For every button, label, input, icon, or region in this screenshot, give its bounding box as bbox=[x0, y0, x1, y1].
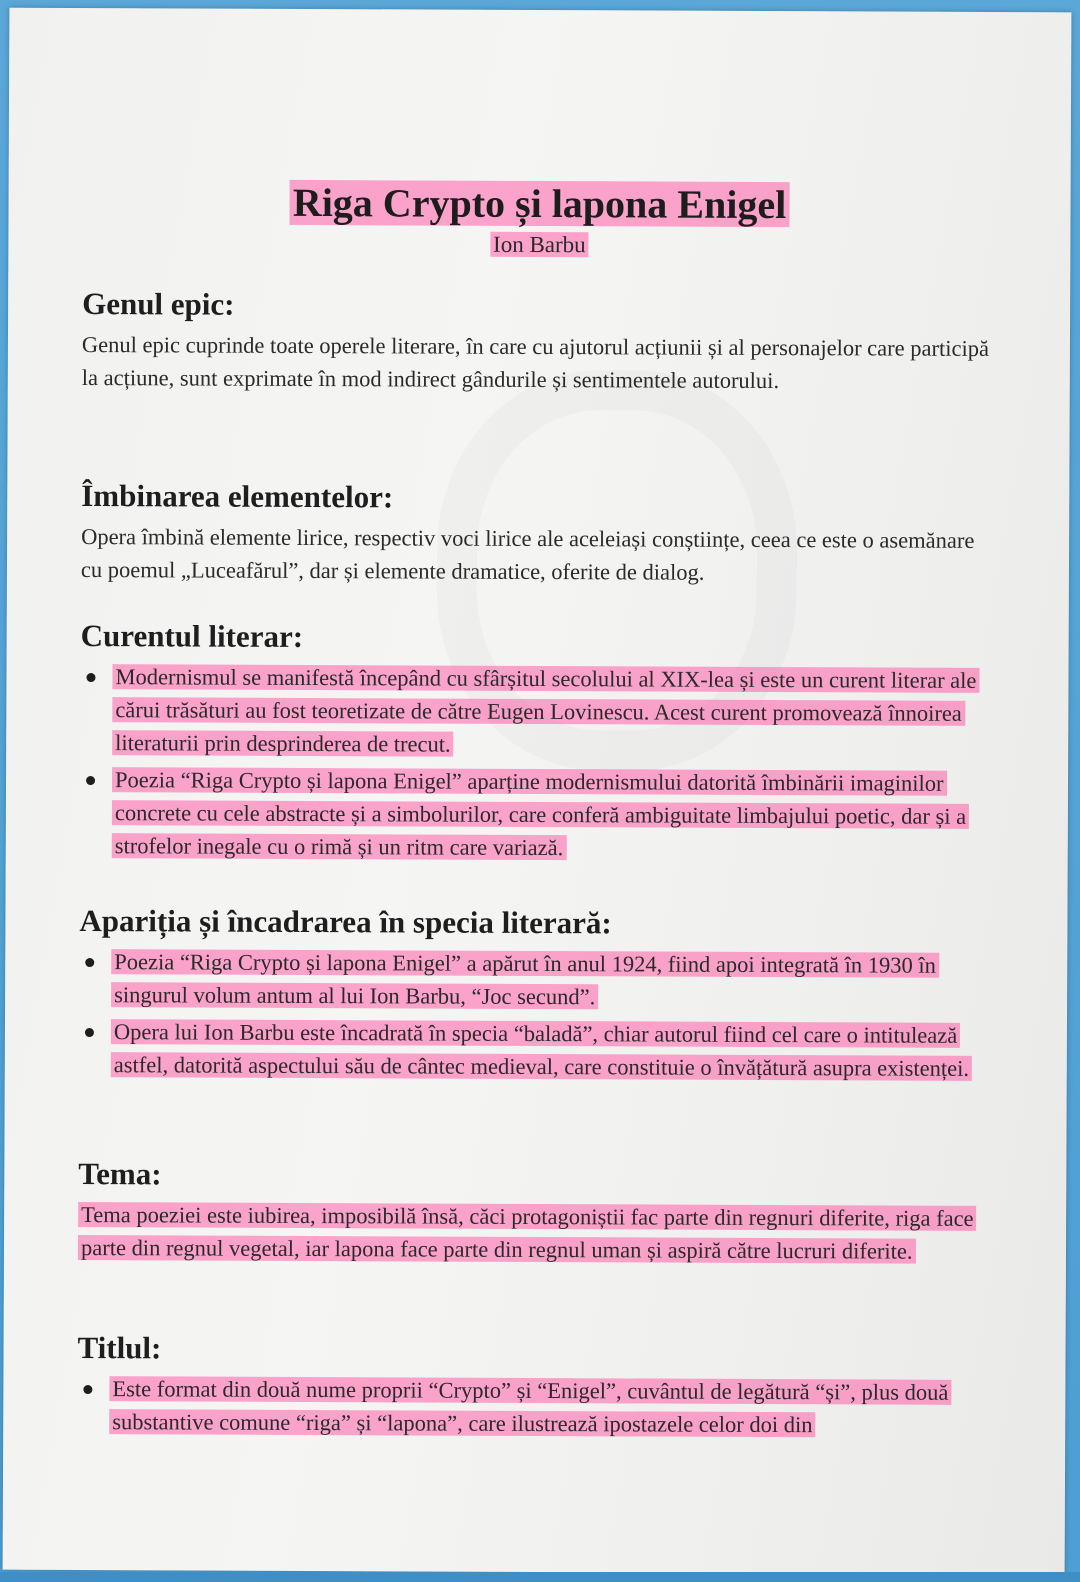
section-aparitia bbox=[79, 903, 1000, 1089]
list-item-text: Modernismul se manifestă începând cu sfârșitul secolului al XIX-lea și este un curent literar ale cărui trăsături au fost teoretizate de către Eugen Lovinescu. Acest curent promovează înnoirea literaturii prin desprinderea de trecut. bbox=[112, 664, 979, 756]
bullet-icon bbox=[85, 1028, 94, 1037]
bullet-list bbox=[80, 660, 1001, 866]
list-item bbox=[80, 763, 1000, 866]
list-item bbox=[79, 1015, 999, 1085]
list-item-text: Poezia “Riga Crypto și lapona Enigel” aparține modernismului datorită îmbinării imaginilor concrete cu cele abstracte și a simbolurilor, care conferă ambiguitate limbajului poetic, dar și a strofelor inegale cu o rimă și un ritm care variază. bbox=[112, 767, 969, 860]
section-tema bbox=[78, 1156, 998, 1268]
list-item bbox=[79, 945, 999, 1015]
bullet-icon bbox=[83, 1385, 92, 1394]
section-heading: Îmbinarea elementelor: bbox=[81, 478, 394, 515]
bullet-icon bbox=[86, 673, 95, 682]
section-heading: Tema: bbox=[78, 1156, 162, 1192]
section-genul-epic bbox=[82, 286, 1002, 398]
bullet-list bbox=[77, 1372, 997, 1442]
bullet-list bbox=[79, 945, 1000, 1085]
list-item bbox=[80, 660, 1000, 763]
section-titlul bbox=[77, 1330, 997, 1446]
section-paragraph bbox=[78, 1198, 998, 1268]
section-paragraph: Genul epic cuprinde toate operele literare, în care cu ajutorul acțiunii și al personajelor care participă la acțiune, sunt exprimate în mod indirect gândurile și sentimentele autorului. bbox=[81, 332, 990, 394]
section-heading: Genul epic: bbox=[82, 286, 235, 322]
section-heading: Titlul: bbox=[77, 1330, 162, 1366]
section-paragraph-text: Tema poeziei este iubirea, imposibilă însă, căci protagoniștii fac parte din regnuri diferite, riga face parte din regnul vegetal, iar lapona face parte din regnul uman și aspiră către lucruri diferite. bbox=[78, 1202, 977, 1264]
document-title-text: Riga Crypto și lapona Enigel bbox=[290, 180, 790, 227]
list-item bbox=[77, 1372, 997, 1442]
section-curentul-literar bbox=[80, 618, 1001, 870]
bullet-icon bbox=[85, 958, 94, 967]
document-author bbox=[8, 230, 1070, 261]
section-imbinarea-elementelor bbox=[81, 478, 1001, 590]
list-item-text: Opera lui Ion Barbu este încadrată în specia “baladă”, chiar autorul fiind cel care o intitulează astfel, datorită aspectului său de cântec medieval, care constituie o învățătură asupra existenței. bbox=[111, 1019, 972, 1081]
bullet-icon bbox=[86, 776, 95, 785]
document-title bbox=[8, 178, 1070, 230]
section-heading: Apariția și încadrarea în specia literară: bbox=[79, 903, 612, 941]
document-author-text: Ion Barbu bbox=[490, 232, 589, 257]
list-item-text: Poezia “Riga Crypto și lapona Enigel” a apărut în anul 1924, fiind apoi integrată în 1930 în singurul volum antum al lui Ion Barbu, “Joc secund”. bbox=[111, 949, 939, 1009]
list-item-text: Este format din două nume proprii “Crypto” și “Enigel”, cuvântul de legătură “și”, plus două substantive comune “riga” și “lapona”, care ilustrează ipostazele celor doi din bbox=[109, 1376, 951, 1437]
paper-sheet bbox=[3, 8, 1072, 1575]
section-paragraph: Opera îmbină elemente lirice, respectiv voci lirice ale aceleiași conștiințe, ceea ce este o asemănare cu poemul „Luceafărul”, dar și elemente dramatice, oferite de dialog. bbox=[80, 524, 975, 585]
section-heading: Curentul literar: bbox=[80, 618, 304, 654]
background-strip bbox=[0, 1572, 1080, 1582]
